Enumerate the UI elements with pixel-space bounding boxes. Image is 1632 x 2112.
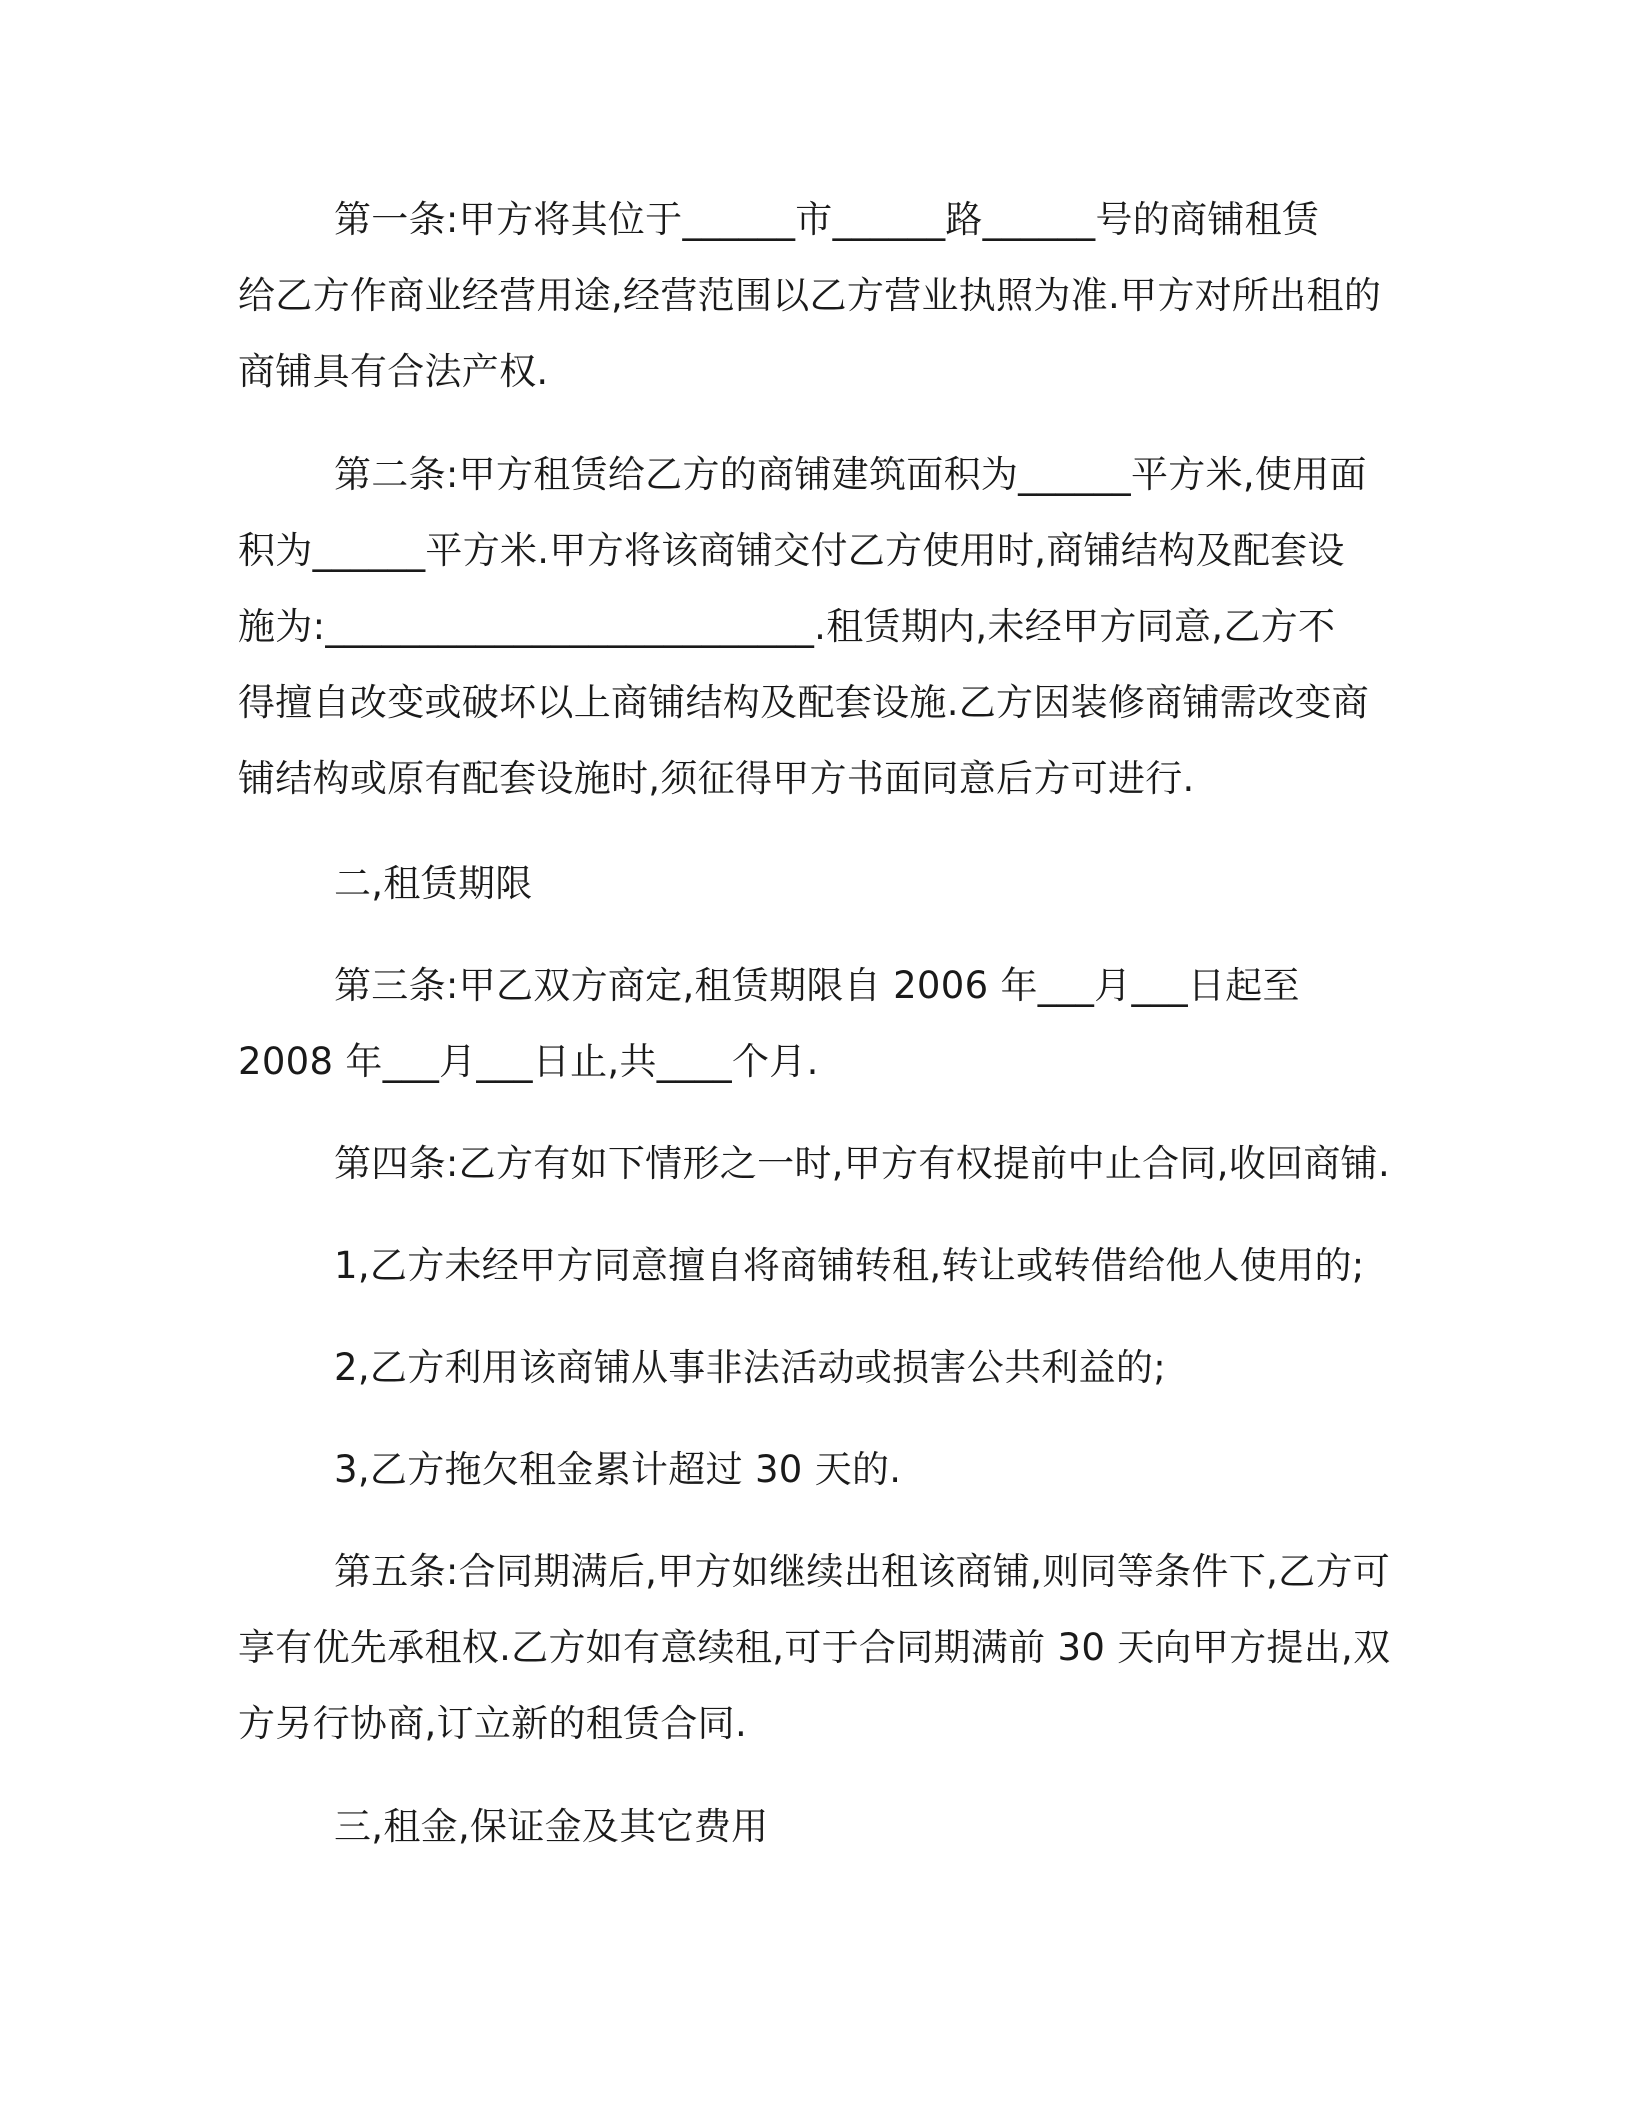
section-2-heading-text: 二,租赁期限 bbox=[334, 862, 533, 905]
article-1-line-1: 第一条:甲方将其位于______市______路______号的商铺租赁 bbox=[334, 198, 1320, 241]
item-1-line-1: 1,乙方未经甲方同意擅自将商铺转租,转让或转借给他人使用的; bbox=[334, 1244, 1365, 1287]
article-1-line-2: 给乙方作商业经营用途,经营范围以乙方营业执照为准.甲方对所出租的 bbox=[238, 274, 1382, 317]
article-2-paragraph bbox=[238, 437, 1403, 817]
article-2-line-4: 得擅自改变或破坏以上商铺结构及配套设施.乙方因装修商铺需改变商 bbox=[238, 681, 1370, 724]
item-2-line-1: 2,乙方利用该商铺从事非法活动或损害公共利益的; bbox=[334, 1346, 1166, 1389]
article-1-line-3: 商铺具有合法产权. bbox=[238, 350, 549, 393]
item-3-paragraph bbox=[238, 1432, 1403, 1508]
article-1-paragraph bbox=[238, 182, 1403, 410]
section-2-heading bbox=[238, 846, 1403, 922]
section-3-heading bbox=[238, 1789, 1403, 1865]
item-2-paragraph bbox=[238, 1330, 1403, 1406]
article-2-line-3: 施为:__________________________.租赁期内,未经甲方同意,乙方不 bbox=[238, 605, 1336, 648]
article-5-paragraph bbox=[238, 1534, 1403, 1762]
article-4-line-1: 第四条:乙方有如下情形之一时,甲方有权提前中止合同,收回商铺. bbox=[334, 1142, 1391, 1185]
article-4-paragraph bbox=[238, 1126, 1403, 1202]
article-3-line-2: 2008 年___月___日止,共____个月. bbox=[238, 1040, 819, 1083]
article-2-line-2: 积为______平方米.甲方将该商铺交付乙方使用时,商铺结构及配套设 bbox=[238, 529, 1345, 572]
article-2-line-5: 铺结构或原有配套设施时,须征得甲方书面同意后方可进行. bbox=[238, 757, 1195, 800]
item-1-paragraph bbox=[238, 1228, 1403, 1304]
article-5-line-3: 方另行协商,订立新的租赁合同. bbox=[238, 1702, 748, 1745]
article-3-paragraph bbox=[238, 948, 1403, 1100]
item-3-line-1: 3,乙方拖欠租金累计超过 30 天的. bbox=[334, 1448, 902, 1491]
section-3-heading-text: 三,租金,保证金及其它费用 bbox=[334, 1805, 769, 1848]
article-2-line-1: 第二条:甲方租赁给乙方的商铺建筑面积为______平方米,使用面 bbox=[334, 453, 1367, 496]
article-3-line-1: 第三条:甲乙双方商定,租赁期限自 2006 年___月___日起至 bbox=[334, 964, 1300, 1007]
article-5-line-1: 第五条:合同期满后,甲方如继续出租该商铺,则同等条件下,乙方可 bbox=[334, 1550, 1391, 1593]
article-5-line-2: 享有优先承租权.乙方如有意续租,可于合同期满前 30 天向甲方提出,双 bbox=[238, 1626, 1391, 1669]
